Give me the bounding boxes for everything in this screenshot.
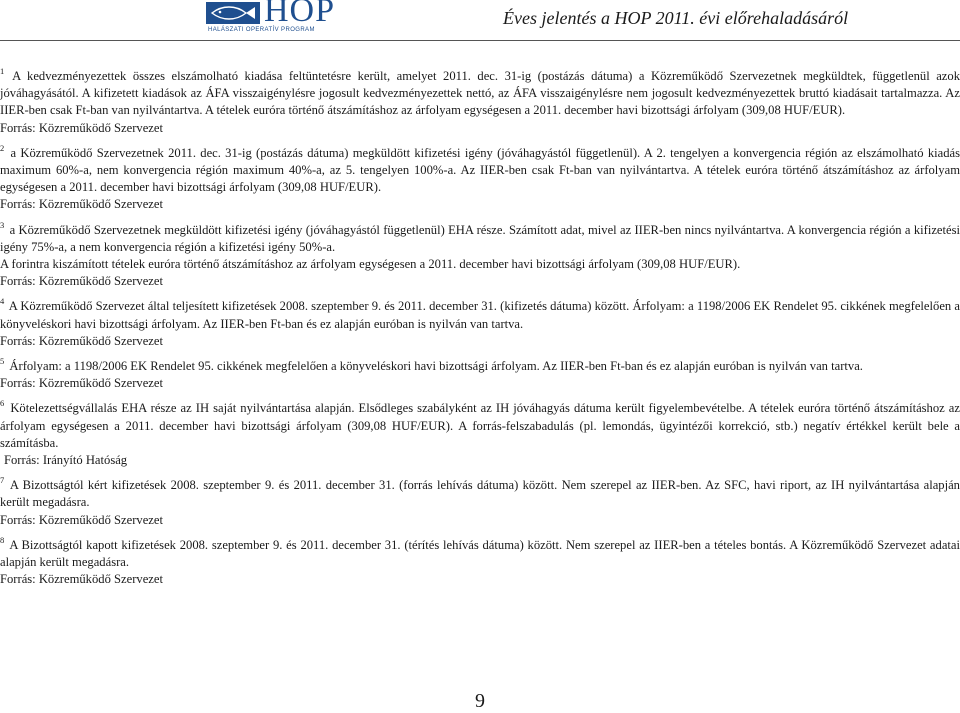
hop-logo bbox=[206, 0, 336, 34]
footnote-number: 7 bbox=[0, 475, 5, 486]
footnote-text: A kedvezményezettek összes elszámolható kiadása feltüntetésre került, amelyet 2011. dec. 31-ig (postázás dátuma) a Közreműködő Szervezetnek megküldtek, függetlenül azok jóváhagyásától. A kifizetett kiadások az ÁFA visszaigénylésre jogosult kedvezményezettek nettó, az ÁFA visszaigénylésre nem jogosult kedvezményezettek bruttó kiadásait tartalmazza. Az IIER-ben csak Ft-ban van nyilvántartva. A tételek euróra történő átszámításhoz az árfolyam egységesen a 2011. december havi bizottsági árfolyam (309,08 HUF/EUR). bbox=[0, 69, 960, 118]
footnote-7 bbox=[0, 477, 960, 511]
footnote-source: Forrás: Közreműködő Szervezet bbox=[0, 572, 163, 587]
footnote-text: Árfolyam: a 1198/2006 EK Rendelet 95. cikkének megfelelően a könyveléskori havi bizottsági árfolyam. Az IIER-ben Ft-ban és ez alapján euróban is nyilván van tartva. bbox=[9, 359, 863, 374]
footnote-number: 5 bbox=[0, 356, 5, 367]
footnote-number: 1 bbox=[0, 66, 5, 76]
footnote-number: 8 bbox=[0, 534, 5, 545]
footnote-4 bbox=[0, 298, 960, 332]
logo-wordmark: HOP bbox=[264, 0, 336, 29]
footnote-number: 4 bbox=[0, 296, 5, 307]
footnote-3 bbox=[0, 219, 960, 256]
footnote-text: Kötelezettségvállalás EHA része az IH saját nyilvántartása alapján. Elsődleges szabályként az IH jóváhagyás dátuma került figyelembevételbe. A tételek euróra történő átszámításhoz az árfolyam egységesen a 2011. december havi bizottsági árfolyam (309,08 HUF/EUR). A forrás-felszabadulás (pl. lemondás, ügyintézői korrekció, stb.) negatív értékkel került bele a számításba. bbox=[0, 401, 960, 450]
header-divider bbox=[0, 40, 960, 41]
logo-subtitle: HALÁSZATI OPERATÍV PROGRAM bbox=[208, 27, 315, 33]
footnote-source: Forrás: Közreműködő Szervezet bbox=[0, 333, 163, 348]
footnote-number: 2 bbox=[0, 142, 5, 153]
footnote-number: 6 bbox=[0, 398, 5, 409]
footnote-source: Forrás: Közreműködő Szervezet bbox=[0, 197, 163, 212]
footnote-source: Forrás: Közreműködő Szervezet bbox=[0, 512, 163, 527]
page-header bbox=[0, 0, 960, 42]
footnote-5 bbox=[0, 358, 960, 375]
footnote-source: Forrás: Közreműködő Szervezet bbox=[0, 376, 163, 391]
footnote-text: A Közreműködő Szervezet által teljesített kifizetések 2008. szeptember 9. és 2011. december 31. (kifizetés dátuma) között. Árfolyam: a 1198/2006 EK Rendelet 95. cikkének megfelelően a könyveléskori havi bizottsági árfolyam. Az IIER-ben Ft-ban és ez alapján euróban is nyilván van tartva. bbox=[0, 299, 960, 331]
footnote-text: a Közreműködő Szervezetnek megküldött kifizetési igény (jóváhagyástól függetlenül) EHA része. Számított adat, mivel az IIER-ben nincs nyilvántartva. A konvergencia régión a kifizetési igény 75%-a, a nem konvergencia régión a kifizetési igény 50%-a. bbox=[0, 222, 960, 254]
footnote-text: A Bizottságtól kért kifizetések 2008. szeptember 9. és 2011. december 31. (forrás lehívás dátuma) között. Nem szerepel az IIER-ben. Az SFC, havi riport, az IH nyilvántartása alapján került megadásra. bbox=[0, 478, 960, 510]
footnote-source: Forrás: Irányító Hatóság bbox=[4, 453, 128, 468]
footnote-source: Forrás: Közreműködő Szervezet bbox=[0, 120, 163, 135]
footnotes-section bbox=[0, 68, 960, 588]
footnote-text: A Bizottságtól kapott kifizetések 2008. szeptember 9. és 2011. december 31. (térítés lehívás dátuma) között. Nem szerepel az IIER-ben a tételes bontás. A Közreműködő Szervezet adatai alapján került megadásra. bbox=[0, 537, 960, 570]
footnote-8 bbox=[0, 534, 960, 571]
report-title: Éves jelentés a HOP 2011. évi előrehaladásáról bbox=[503, 8, 849, 28]
footnote-text: a Közreműködő Szervezetnek 2011. dec. 31-ig (postázás dátuma) megküldött kifizetési igény (jóváhagyástól függetlenül). A 2. tengelyen a konvergencia régión az elszámolható kiadás maximum 60%-a, nem konvergencia régión maximum 40%-a, az 5. tengelyen 100%-a. Az IIER-ben csak Ft-ban van nyilvántartva. A tételek euróra történő átszámításhoz az árfolyam egységesen a 2011. december havi bizottsági árfolyam (309,08 HUF/EUR). bbox=[0, 145, 960, 195]
footnote-source: Forrás: Közreműködő Szervezet bbox=[0, 274, 163, 289]
footnote-1 bbox=[0, 68, 960, 120]
fish-logo-icon bbox=[206, 2, 260, 24]
footnote-number: 3 bbox=[0, 219, 5, 230]
page-number: 9 bbox=[475, 690, 485, 712]
footnote-2 bbox=[0, 142, 960, 197]
footnote-6 bbox=[0, 400, 960, 452]
footnote-extra: A forintra kiszámított tételek euróra történő átszámításhoz az árfolyam egységesen a 2011. december havi bizottsági árfolyam (309,08 HUF/EUR). bbox=[0, 257, 741, 272]
